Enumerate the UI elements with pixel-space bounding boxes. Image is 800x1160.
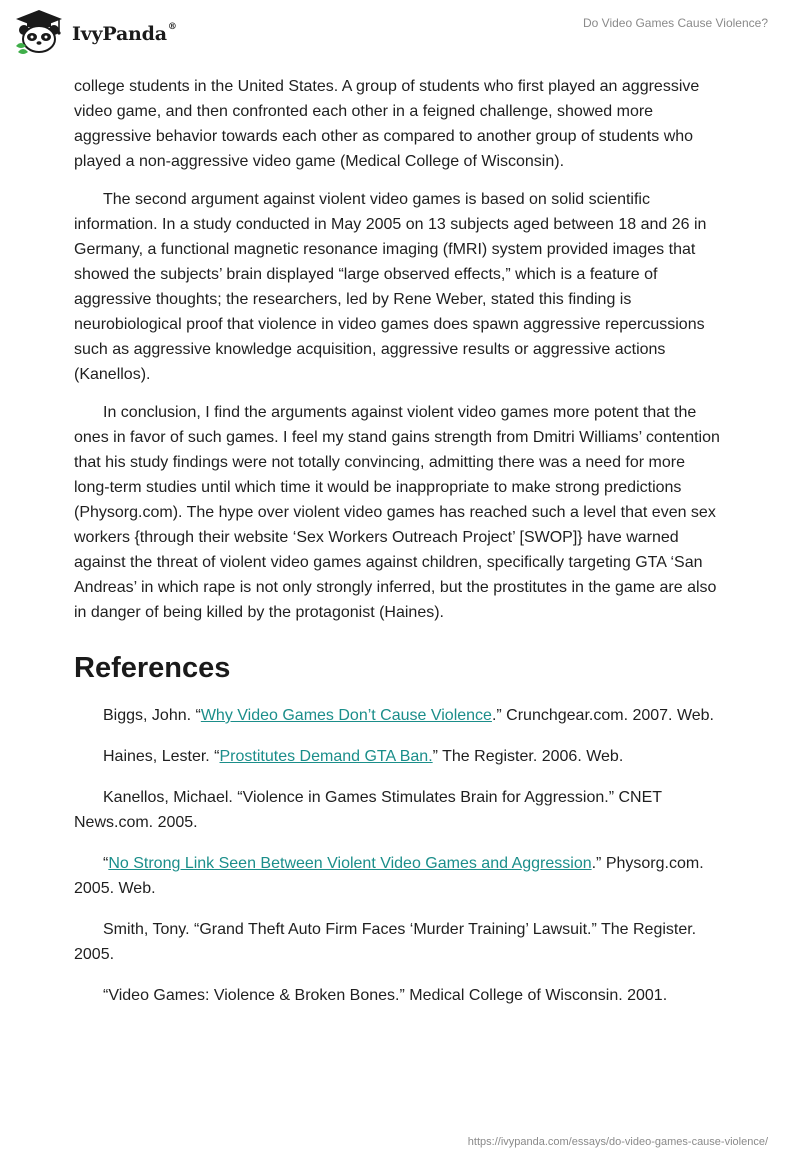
reference-item: Smith, Tony. “Grand Theft Auto Firm Faces ‘Murder Training’ Lawsuit.” The Register. 2005. <box>74 921 697 963</box>
paragraph-conclusion: In conclusion, I find the arguments against violent video games more potent that the ones in favor of such games. I feel my stand gains strength from Dmitri Williams’ contention that his study findings were not totally convincing, admitting there was a need for more long-term studies until which time it would be inappropriate to make strong predictions (Physorg.com). The hype over violent video games has reached such a level that even sex workers {through their website ‘Sex Workers Outreach Project’ [SWOP]} have warned against the threat of violent video games against children, specifically targeting GTA ‘San Andreas’ in which rape is not only strongly inferred, but the prostitutes in the game are also in danger of being killed by the protagonist (Haines). <box>74 404 720 621</box>
paragraph-second-argument: The second argument against violent video games is based on solid scientific information. In a study conducted in May 2005 on 13 subjects aged between 18 and 26 in Germany, a functional magnetic resonance imaging (fMRI) system provided images that showed the subjects’ brain displayed “large observed effects,” which is a feature of aggressive thoughts; the researchers, led by Rene Weber, stated this finding is neurobiological proof that violence in video games does spawn aggressive repercussions such as aggressive knowledge acquisition, aggressive results or aggressive actions (Kanellos). <box>74 191 707 383</box>
page-header <box>0 0 800 68</box>
paragraph-continued: college students in the United States. A group of students who first played an aggressive video game, and then confronted each other in a feigned challenge, showed more aggressive behavior towards each other as compared to another group of students who played a non-aggressive video game (Medical College of Wisconsin). <box>74 78 700 170</box>
reference-link[interactable]: No Strong Link Seen Between Violent Video Games and Aggression <box>108 855 592 872</box>
reference-item: “No Strong Link Seen Between Violent Video Games and Aggression.” Physorg.com. 2005. Web. <box>74 855 704 897</box>
reference-link[interactable]: Prostitutes Demand GTA Ban. <box>219 748 433 765</box>
panda-graduation-cap-icon <box>12 8 66 56</box>
reference-item: Biggs, John. “Why Video Games Don’t Cause Violence.” Crunchgear.com. 2007. Web. <box>103 707 714 724</box>
essay-content <box>74 74 724 1024</box>
reference-item: Haines, Lester. “Prostitutes Demand GTA Ban.” The Register. 2006. Web. <box>103 748 624 765</box>
references-heading: References <box>74 652 231 684</box>
page-url[interactable]: https://ivypanda.com/essays/do-video-games-cause-violence/ <box>467 1136 768 1148</box>
reference-link[interactable]: Why Video Games Don’t Cause Violence <box>200 707 492 724</box>
document-title: Do Video Games Cause Violence? <box>582 16 768 30</box>
registered-mark: ® <box>167 21 177 32</box>
brand-logo[interactable] <box>12 8 177 56</box>
reference-item: “Video Games: Violence & Broken Bones.” Medical College of Wisconsin. 2001. <box>103 987 668 1004</box>
reference-item: Kanellos, Michael. “Violence in Games Stimulates Brain for Aggression.” CNET News.com. 2005. <box>74 789 662 831</box>
brand-name: IvyPanda® <box>72 21 177 45</box>
